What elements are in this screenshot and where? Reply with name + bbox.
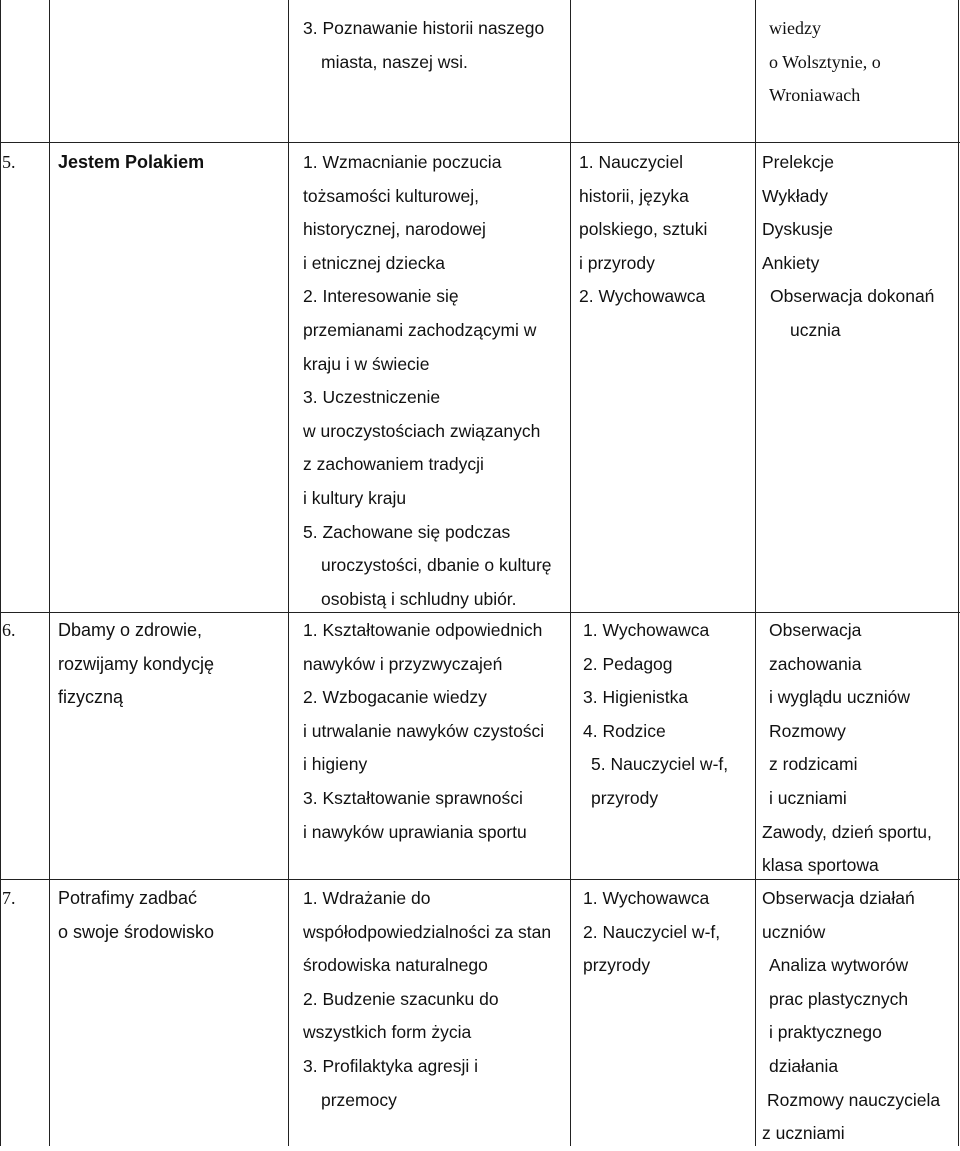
method-line: Zawody, dzień sportu,	[762, 821, 932, 842]
objective-line: przemianami zachodzącymi w	[303, 319, 537, 340]
objective-line: współodpowiedzialności za stan	[303, 921, 552, 942]
topic-line: rozwijamy kondycję	[58, 653, 215, 674]
topic-line: fizyczną	[58, 687, 124, 708]
responsible-line: 1. Wychowawca	[583, 620, 710, 640]
row-responsible	[583, 614, 728, 816]
method-line: i uczniami	[769, 787, 847, 808]
top-methods	[769, 12, 881, 113]
objective-line: 1. Kształtowanie odpowiednich	[303, 620, 543, 640]
responsible-line: i przyrody	[579, 252, 655, 273]
method-line: Analiza wytworów	[769, 955, 909, 976]
objective-line: tożsamości kulturowej,	[303, 185, 480, 206]
row-topic	[58, 614, 214, 715]
row-number: 6.	[2, 620, 16, 640]
objective-line: historycznej, narodowej	[303, 219, 486, 240]
method-line: Prelekcje	[762, 152, 834, 172]
responsible-line: 2. Nauczyciel w-f,	[583, 921, 721, 942]
column-divider-4	[755, 0, 756, 1146]
topic-line: o swoje środowisko	[58, 921, 215, 942]
row-number: 7.	[2, 888, 16, 908]
row-number: 5.	[2, 152, 16, 172]
objective-line: 3. Profilaktyka agresji i	[303, 1055, 479, 1076]
objective-line: 1. Wzmacnianie poczucia	[303, 152, 502, 172]
objective-line: osobistą i schludny ubiór.	[321, 588, 517, 609]
objective-line: i kultury kraju	[303, 487, 407, 508]
method-line: działania	[769, 1055, 839, 1076]
objective-line: 5. Zachowane się podczas	[303, 521, 511, 542]
method-line: Dyskusje	[762, 219, 833, 240]
method-line: Rozmowy nauczyciela	[767, 1089, 941, 1110]
method-line: zachowania	[769, 653, 862, 674]
objective-line: i higieny	[303, 754, 368, 775]
row-divider-1	[0, 142, 960, 143]
objective-line: i utrwalanie nawyków czystości	[303, 720, 545, 741]
responsible-line: 4. Rodzice	[583, 720, 666, 741]
responsible-line: 2. Pedagog	[583, 653, 673, 674]
responsible-line: polskiego, sztuki	[579, 219, 708, 240]
method-line: uczniów	[762, 921, 826, 942]
objective-line: 2. Budzenie szacunku do	[303, 988, 499, 1009]
column-divider-2	[288, 0, 289, 1146]
method-line: klasa sportowa	[762, 855, 879, 876]
method-line: z uczniami	[762, 1123, 845, 1144]
row-methods	[762, 882, 940, 1151]
objective-line: 2. Interesowanie się	[303, 286, 459, 307]
row-objectives	[303, 882, 551, 1117]
responsible-line: 1. Wychowawca	[583, 888, 710, 908]
method-line: z rodzicami	[769, 754, 858, 775]
objective-line: i etnicznej dziecka	[303, 252, 446, 273]
table-border-left	[0, 0, 1, 1146]
responsible-line: 2. Wychowawca	[579, 286, 706, 307]
column-divider-1	[49, 0, 50, 1146]
responsible-line: przyrody	[583, 955, 651, 976]
objective-line: uroczystości, dbanie o kulturę	[321, 555, 552, 576]
method-line: Obserwacja dokonań	[770, 286, 935, 307]
objective-line: w uroczystościach związanych	[303, 420, 541, 441]
row-topic	[58, 146, 204, 180]
row-responsible	[583, 882, 720, 983]
objective-line: 3. Uczestniczenie	[303, 387, 441, 408]
responsible-line: 1. Nauczyciel	[579, 152, 684, 172]
method-line: o Wolsztynie, o	[769, 51, 881, 72]
responsible-line: przyrody	[591, 787, 659, 808]
topic-line: Dbamy o zdrowie,	[58, 620, 203, 640]
responsible-line: historii, języka	[579, 185, 689, 206]
objective-line: nawyków i przyzwyczajeń	[303, 653, 503, 674]
objective-line: środowiska naturalnego	[303, 955, 488, 976]
method-line: i wyglądu uczniów	[769, 687, 911, 708]
method-line: wiedzy	[769, 18, 821, 38]
method-line: i praktycznego	[769, 1022, 882, 1043]
objective-line: 1. Wdrażanie do	[303, 888, 431, 908]
responsible-line: 5. Nauczyciel w-f,	[591, 754, 729, 775]
objective-line: miasta, naszej wsi.	[321, 51, 468, 72]
objective-line: kraju i w świecie	[303, 353, 430, 374]
topic-line: Jestem Polakiem	[58, 152, 205, 172]
row-topic	[58, 882, 214, 949]
method-line: Obserwacja	[769, 620, 862, 640]
row-responsible	[579, 146, 707, 314]
row-objectives	[303, 614, 544, 849]
table-border-right	[958, 0, 959, 1146]
objective-line: 2. Wzbogacanie wiedzy	[303, 687, 487, 708]
row-methods	[762, 146, 934, 348]
method-line: Wykłady	[762, 185, 828, 206]
method-line: Ankiety	[762, 252, 820, 273]
method-line: Wroniawach	[769, 85, 861, 106]
responsible-line: 3. Higienistka	[583, 687, 689, 708]
objective-line: 3. Poznawanie historii naszego	[303, 18, 545, 38]
method-line: prac plastycznych	[769, 988, 909, 1009]
objective-line: z zachowaniem tradycji	[303, 454, 484, 475]
column-divider-3	[570, 0, 571, 1146]
objective-line: i nawyków uprawiania sportu	[303, 821, 527, 842]
objective-line: 3. Kształtowanie sprawności	[303, 787, 523, 808]
row-methods	[762, 614, 932, 883]
topic-line: Potrafimy zadbać	[58, 888, 198, 908]
top-objectives	[303, 12, 544, 79]
method-line: Obserwacja działań	[762, 888, 915, 908]
row-objectives	[303, 146, 552, 616]
method-line: Rozmowy	[769, 720, 846, 741]
objective-line: wszystkich form życia	[303, 1022, 472, 1043]
method-line: ucznia	[790, 319, 841, 340]
objective-line: przemocy	[321, 1089, 397, 1110]
